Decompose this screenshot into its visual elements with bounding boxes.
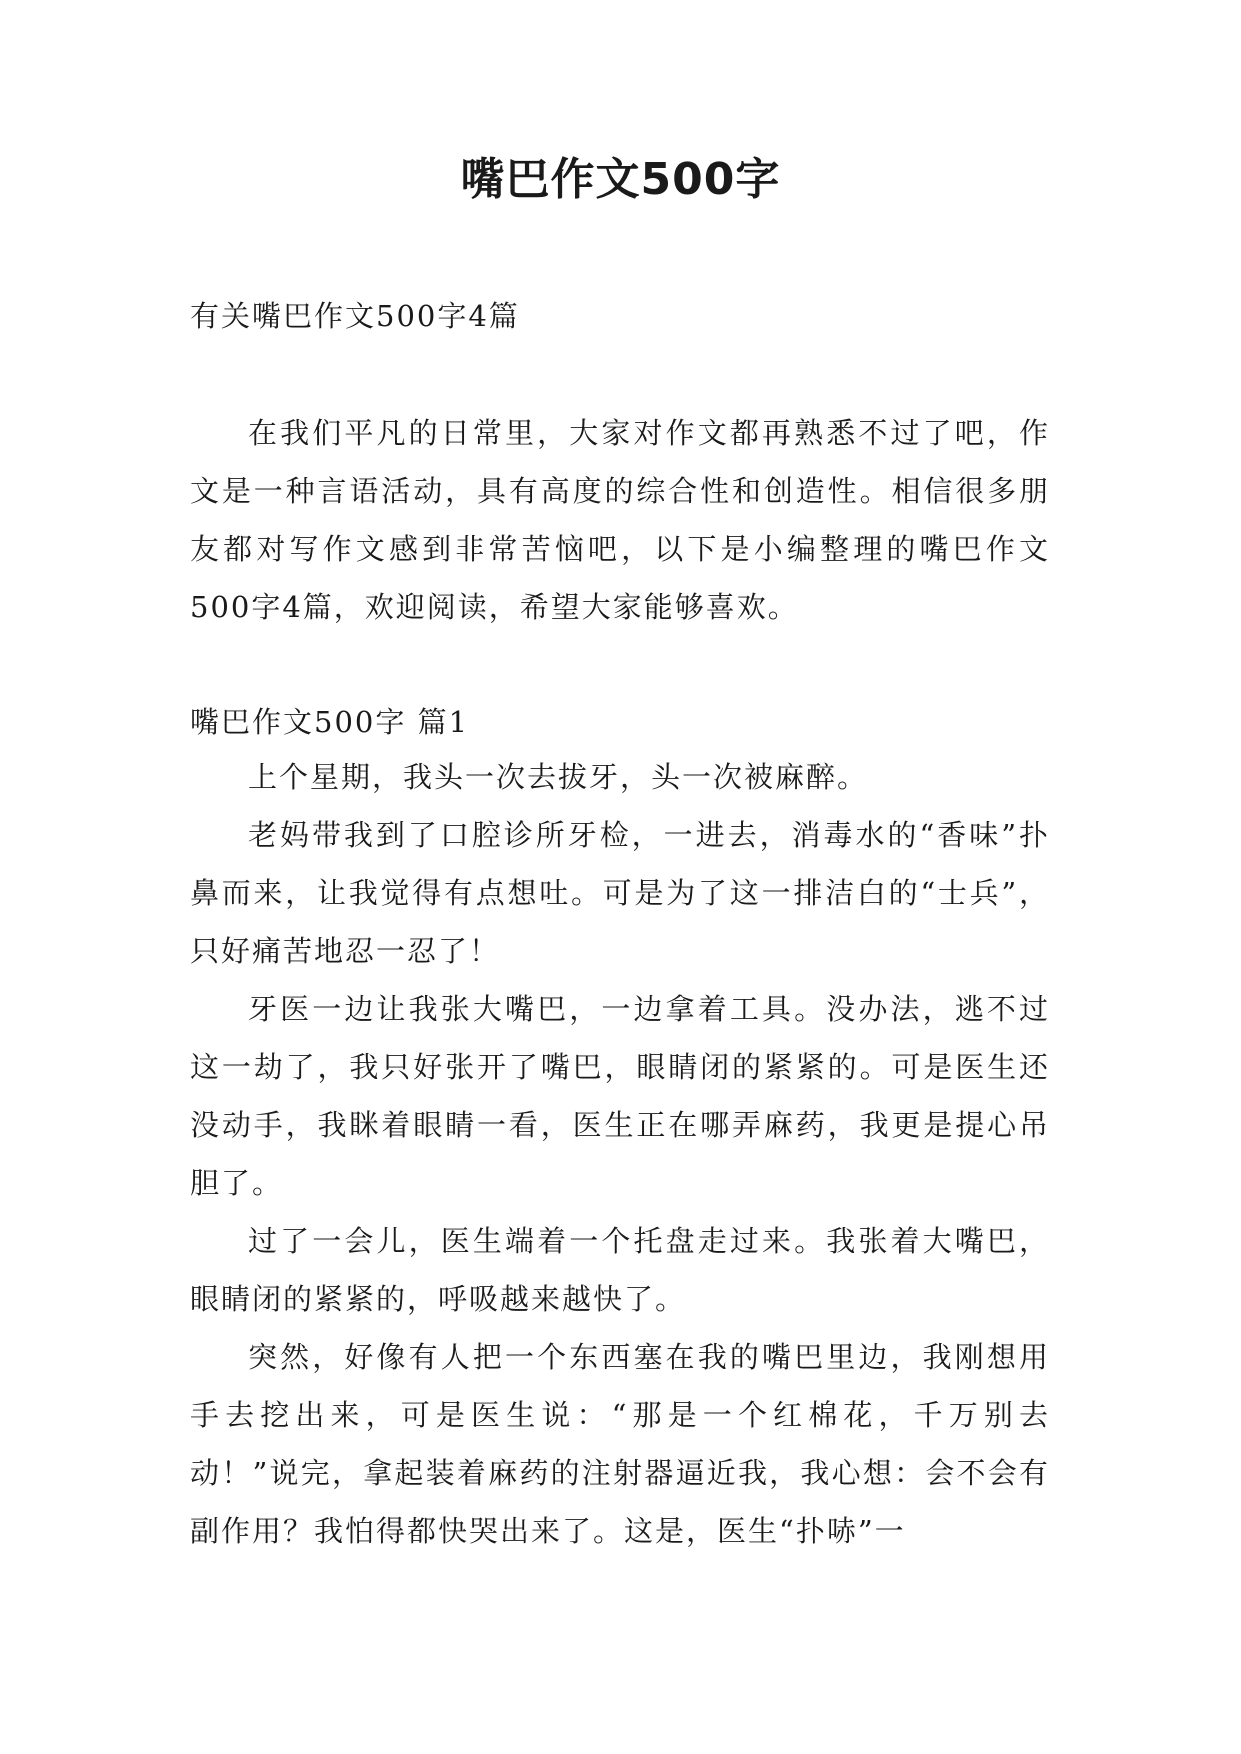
paragraph: 过了一会儿，医生端着一个托盘走过来。我张着大嘴巴，眼睛闭的紧紧的，呼吸越来越快了。 xyxy=(190,1224,1050,1316)
section-heading: 嘴巴作文500字 篇1 xyxy=(190,705,470,739)
document-title: 嘴巴作文500字 xyxy=(460,154,781,205)
paragraph: 上个星期，我头一次去拔牙，头一次被麻醉。 xyxy=(248,760,869,794)
document-subtitle: 有关嘴巴作文500字4篇 xyxy=(190,299,520,333)
intro-section xyxy=(190,404,1050,636)
paragraph: 牙医一边让我张大嘴巴，一边拿着工具。没办法，逃不过这一劫了，我只好张开了嘴巴，眼睛闭的紧紧的。可是医生还没动手，我眯着眼睛一看，医生正在哪弄麻药，我更是提心吊胆了。 xyxy=(190,992,1050,1200)
paragraph: 突然，好像有人把一个东西塞在我的嘴巴里边，我刚想用手去挖出来，可是医生说：“那是一个红棉花，千万别去动！”说完，拿起装着麻药的注射器逼近我，我心想：会不会有副作用？我怕得都快哭出来了。这是，医生“扑哧”一 xyxy=(190,1340,1050,1548)
article-body xyxy=(190,748,1050,1560)
intro-paragraph: 在我们平凡的日常里，大家对作文都再熟悉不过了吧，作文是一种言语活动，具有高度的综合性和创造性。相信很多朋友都对写作文感到非常苦恼吧，以下是小编整理的嘴巴作文500字4篇，欢迎阅读，希望大家能够喜欢。 xyxy=(190,416,1050,624)
paragraph: 老妈带我到了口腔诊所牙检，一进去，消毒水的“香味”扑鼻而来，让我觉得有点想吐。可是为了这一排洁白的“士兵”，只好痛苦地忍一忍了！ xyxy=(190,818,1050,968)
